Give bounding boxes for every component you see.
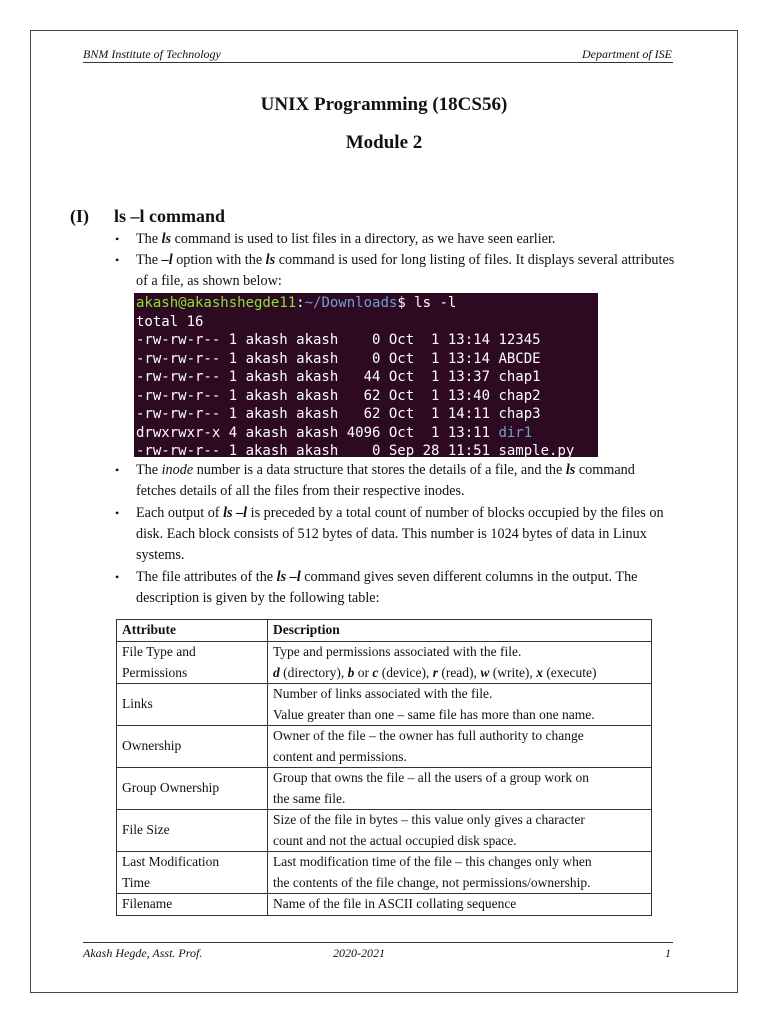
table-row [117, 810, 652, 852]
table-row [117, 642, 652, 684]
text: is preceded by a total count of number of blocks occupied by the files on disk. Each block consists of 512 bytes of data. This number is 1024 bytes of data in Linux systems. [136, 505, 664, 563]
bullet-item [115, 250, 676, 292]
document-title: UNIX Programming (18CS56) [260, 94, 508, 115]
footer-rule [83, 942, 673, 943]
file-name: chap1 [498, 369, 541, 385]
section-heading [70, 206, 225, 227]
header-institute: BNM Institute of Technology [83, 47, 221, 61]
command-term: ls [565, 462, 576, 478]
bullet-icon: • [115, 463, 120, 477]
italic-term: inode [161, 462, 194, 478]
table-header-row [117, 620, 652, 642]
text: Each output of [136, 505, 224, 521]
text: number is a data structure that stores the details of a file, and the [193, 462, 566, 478]
terminal-path: ~/Downloads [304, 295, 398, 311]
table-row [117, 894, 652, 916]
terminal-line: -rw-rw-r-- 1 akash akash 62 Oct 1 13:40 chap2 [136, 387, 541, 404]
file-name: 12345 [498, 332, 541, 348]
description-cell: Group that owns the file – all the users of a group work on the same file. [268, 768, 652, 810]
text: command is used to list files in a directory, as we have seen earlier. [171, 231, 556, 247]
section-number: (I) [70, 206, 89, 226]
text: The [136, 252, 162, 268]
column-header-attribute: Attribute [117, 620, 268, 642]
column-header-description: Description [268, 620, 652, 642]
attribute-cell: File Type and Permissions [117, 642, 268, 684]
description-cell: Size of the file in bytes – this value only gives a character count and not the actual occupied disk space. [268, 810, 652, 852]
terminal-sep: : [296, 295, 305, 311]
bullet-icon: • [115, 570, 120, 584]
footer-year: 2020-2021 [333, 946, 385, 960]
footer-author: Akash Hegde, Asst. Prof. [83, 946, 203, 960]
header-rule [83, 62, 673, 63]
file-name: chap2 [498, 387, 541, 404]
attribute-cell: Last Modification Time [117, 852, 268, 894]
table-row [117, 768, 652, 810]
command-term: ls [265, 252, 276, 268]
command-term: –l [161, 252, 173, 268]
terminal-command: $ ls -l [397, 295, 457, 311]
terminal-line: -rw-rw-r-- 1 akash akash 44 Oct 1 13:37 chap1 [136, 369, 541, 385]
command-term: ls –l [276, 569, 301, 585]
file-name: sample.py [498, 443, 575, 459]
bullet-icon: • [115, 506, 120, 520]
attribute-cell: File Size [117, 810, 268, 852]
text: option with the [172, 252, 266, 268]
text: command fetches details of all the files from their respective inodes. [136, 462, 635, 499]
attributes-table [116, 619, 652, 916]
table-row [117, 726, 652, 768]
description-cell: Name of the file in ASCII collating sequence [268, 894, 652, 916]
bullet-icon: • [115, 253, 120, 267]
directory-name: dir1 [498, 424, 533, 441]
description-cell: Type and permissions associated with the file. d (directory), b or c (device), r (read), w (write), x (execute) [268, 642, 652, 684]
terminal-screenshot [134, 293, 598, 457]
text: command gives seven different columns in the output. The description is given by the following table: [136, 569, 638, 606]
page-number: 1 [665, 946, 671, 960]
terminal-line: -rw-rw-r-- 1 akash akash 62 Oct 1 14:11 chap3 [136, 406, 541, 422]
attribute-cell: Links [117, 684, 268, 726]
terminal-line: -rw-rw-r-- 1 akash akash 0 Oct 1 13:14 ABCDE [136, 350, 541, 367]
text: command is used for long listing of files. It displays several attributes of a file, as shown below: [136, 252, 675, 289]
text: The [136, 231, 162, 247]
text: The file attributes of the [136, 569, 277, 585]
attribute-cell: Ownership [117, 726, 268, 768]
terminal-total: total 16 [136, 313, 204, 330]
terminal-line: -rw-rw-r-- 1 akash akash 0 Oct 1 13:14 12345 [136, 332, 541, 348]
file-name: chap3 [498, 406, 541, 422]
table-row [117, 684, 652, 726]
header-department: Department of ISE [582, 47, 672, 61]
terminal-user: akash@akashshegde11 [136, 295, 297, 311]
description-cell: Owner of the file – the owner has full authority to change content and permissions. [268, 726, 652, 768]
bullet-item [115, 229, 676, 250]
section-title: ls –l command [114, 206, 226, 226]
terminal-line: -rw-rw-r-- 1 akash akash 0 Sep 28 11:51 sample.py [136, 443, 575, 459]
command-term: ls –l [223, 505, 248, 521]
text: The [136, 462, 162, 478]
file-name: ABCDE [498, 350, 541, 367]
description-cell: Number of links associated with the file. Value greater than one – same file has more than one name. [268, 684, 652, 726]
module-title: Module 2 [345, 132, 423, 153]
table-row [117, 852, 652, 894]
bullet-item [115, 503, 676, 566]
bullet-item [115, 567, 676, 609]
terminal-line: drwxrwxr-x 4 akash akash 4096 Oct 1 13:11 dir1 [136, 424, 533, 441]
bullet-icon: • [115, 232, 120, 246]
bullet-item [115, 460, 676, 502]
attribute-cell: Filename [117, 894, 268, 916]
command-term: ls [161, 231, 172, 247]
description-cell: Last modification time of the file – this changes only when the contents of the file change, not permissions/ownership. [268, 852, 652, 894]
attribute-cell: Group Ownership [117, 768, 268, 810]
